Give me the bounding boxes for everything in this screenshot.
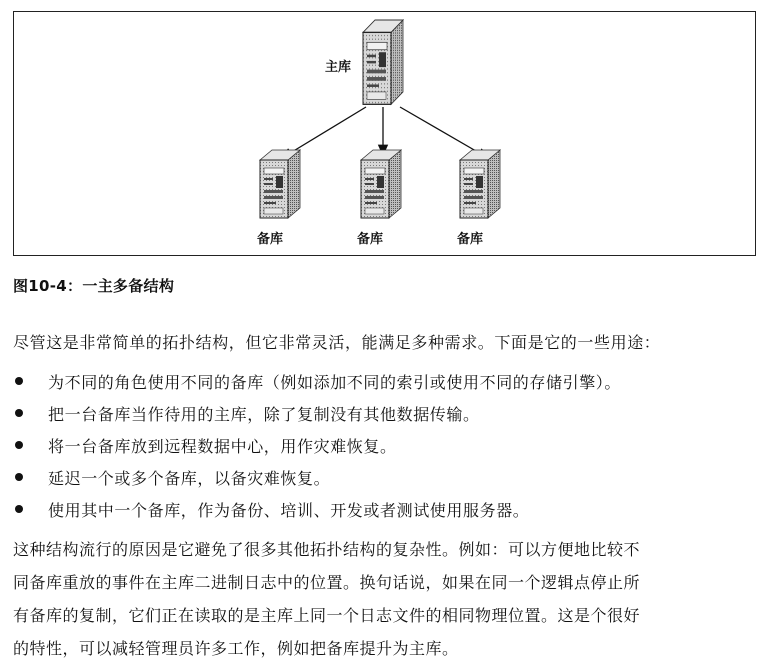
replica-server-icon [260,150,300,218]
replica-server-icon [460,150,500,218]
list-item-text: 将一台备库放到远程数据中心，用作灾难恢复。 [48,437,397,456]
figure-caption: 图10-4：一主多备结构 [13,277,175,295]
replica-server-icon [361,150,401,218]
list-item-text: 使用其中一个备库，作为备份、培训、开发或者测试使用服务器。 [48,501,530,520]
list-item-text: 延迟一个或多个备库，以备灾难恢复。 [48,469,331,488]
bullet-dot-icon [15,377,23,385]
replication-diagram [14,12,757,257]
paragraph-line: 这种结构流行的原因是它避免了很多其他拓扑结构的复杂性。例如：可以方便地比较不 [13,540,641,559]
paragraph-line: 有备库的复制，它们正在读取的是主库上同一个日志文件的相同物理位置。这是个很好 [13,606,641,625]
diagram-figure [13,11,756,256]
replica-label: 备库 [257,232,284,247]
bullet-dot-icon [15,473,23,481]
bullet-dot-icon [15,505,23,513]
paragraph-line: 同备库重放的事件在主库二进制日志中的位置。换句话说，如果在同一个逻辑点停止所 [13,573,641,592]
bullet-dot-icon [15,409,23,417]
primary-server-icon [363,20,403,104]
list-item-text: 把一台备库当作待用的主库，除了复制没有其他数据传输。 [48,405,480,424]
list-item-text: 为不同的角色使用不同的备库（例如添加不同的索引或使用不同的存储引擎）。 [48,373,622,392]
paragraph-line: 的特性，可以减轻管理员许多工作，例如把备库提升为主库。 [13,639,459,658]
primary-label: 主库 [325,60,352,75]
replica-label: 备库 [357,232,384,247]
replica-label: 备库 [457,232,484,247]
bullet-dot-icon [15,441,23,449]
body-paragraph [13,537,758,669]
intro-paragraph: 尽管这是非常简单的拓扑结构，但它非常灵活，能满足多种需求。下面是它的一些用途： [13,333,661,352]
